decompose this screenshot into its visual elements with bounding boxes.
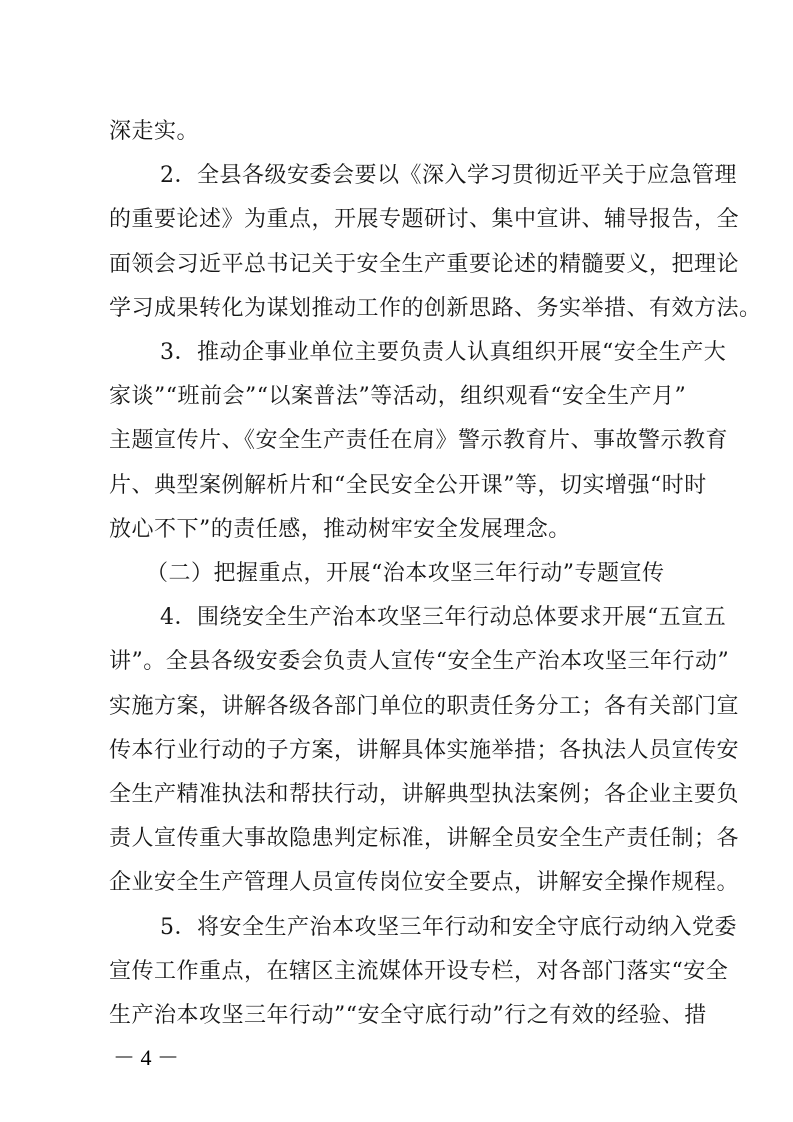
text-line: 责人宣传重大事故隐患判定标准，讲解全员安全生产责任制；各 <box>109 826 740 851</box>
text-line: 片、典型案例解析片和“全民安全公开课”等，切实增强“时时 <box>109 473 707 498</box>
text-line: 5．将安全生产治本攻坚三年行动和安全守底行动纳入党委 <box>160 915 737 940</box>
text-line: 全生产精准执法和帮扶行动，讲解典型执法案例；各企业主要负 <box>109 782 740 807</box>
text-line: 家谈”“班前会”“以案普法”等活动，组织观看“安全生产月” <box>109 384 687 409</box>
section-heading: （二）把握重点，开展“治本攻坚三年行动”专题宣传 <box>146 561 665 586</box>
text-line: 学习成果转化为谋划推动工作的创新思路、务实举措、有效方法。 <box>109 296 762 321</box>
text-line: 2．全县各级安委会要以《深入学习贯彻近平关于应急管理 <box>160 163 737 188</box>
text-line: 4．围绕安全生产治本攻坚三年行动总体要求开展“五宣五 <box>160 605 727 630</box>
text-line: 企业安全生产管理人员宣传岗位安全要点，讲解安全操作规程。 <box>109 870 740 895</box>
text-line: 深走实。 <box>109 119 200 144</box>
text-line: 讲”。全县各级安委会负责人宣传“安全生产治本攻坚三年行动” <box>109 649 730 674</box>
text-line: 实施方案，讲解各级各部门单位的职责任务分工；各有关部门宣 <box>109 694 740 719</box>
text-line: 3．推动企事业单位主要负责人认真组织开展“安全生产大 <box>160 340 727 365</box>
page-number: － 4 － <box>113 1045 180 1070</box>
text-line: 生产治本攻坚三年行动”“安全守底行动”行之有效的经验、措 <box>109 1003 707 1028</box>
text-line: 主题宣传片、《安全生产责任在肩》警示教育片、事故警示教育 <box>109 428 729 453</box>
text-line: 传本行业行动的子方案，讲解具体实施举措；各执法人员宣传安 <box>109 738 740 763</box>
text-line: 的重要论述》为重点，开展专题研讨、集中宣讲、辅导报告，全 <box>109 207 740 232</box>
text-line: 放心不下”的责任感，推动树牢安全发展理念。 <box>109 517 571 542</box>
text-line: 面领会习近平总书记关于安全生产重要论述的精髓要义，把理论 <box>109 252 740 277</box>
text-line: 宣传工作重点，在辖区主流媒体开设专栏，对各部门落实“安全 <box>109 959 729 984</box>
